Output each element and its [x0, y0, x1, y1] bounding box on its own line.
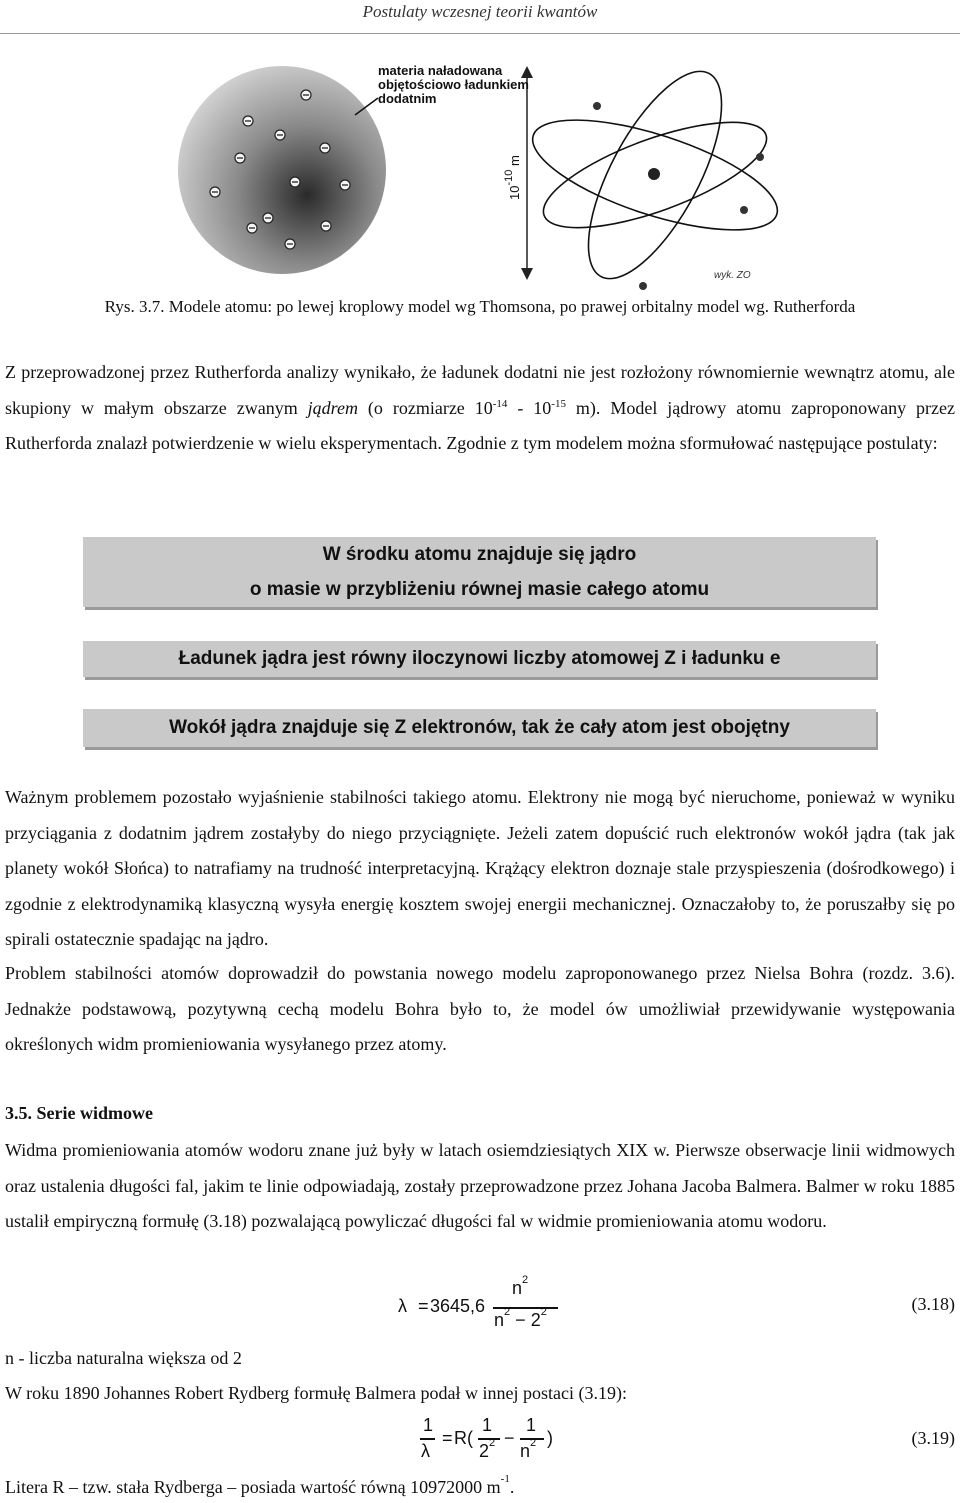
equation-3-19: 1 λ = R( 1 $2^2$ − 1 $n^2$ )	[421, 1415, 553, 1461]
scale-label: $10^{-10}$ m	[503, 155, 522, 200]
term-jadro: jądrem	[307, 397, 358, 418]
atom-models-figure	[0, 40, 960, 290]
nucleus	[648, 168, 660, 180]
equation-number-3-19: (3.19)	[911, 1428, 955, 1448]
thomson-sphere	[178, 66, 386, 274]
charged-matter-label: materia naładowana objętościowo ładunkiem dodatnim	[378, 63, 529, 106]
postulate-2: Ładunek jądra jest równy iloczynowi liczby atomowej Z i ładunku e	[83, 641, 876, 677]
figure-author: wyk. ZO	[714, 270, 751, 281]
n-definition: n - liczba naturalna większa od 2	[5, 1348, 242, 1368]
section-heading: 3.5. Serie widmowe	[5, 1103, 153, 1123]
equation-number-3-18: (3.18)	[911, 1294, 955, 1314]
paragraph-bohr: Problem stabilności atomów doprowadził do powstania nowego modelu zaproponowanego przez Nielsa Bohra (rozdz. 3.6). Jednakże podstawową, pozytywną cechą modelu Bohra było to, że model ów umożliwiał przewidywanie występowania określonych widm promieniowania wysyłanego przez atomy.	[5, 963, 955, 1054]
figure-caption: Rys. 3.7. Modele atomu: po lewej kroplowy model wg Thomsona, po prawej orbitalny model wg. Rutherforda	[104, 297, 856, 316]
running-header: Postulaty wczesnej teorii kwantów	[362, 2, 598, 21]
postulate-3: Wokół jądra znajduje się Z elektronów, tak że cały atom jest obojętny	[83, 709, 876, 747]
paragraph-stability: Ważnym problemem pozostało wyjaśnienie stabilności takiego atomu. Elektrony nie mogą być nieruchome, ponieważ w wyniku przyciągania z dodatnim jądrem zostałyby do niego przyciągnięte. Jeżeli zatem dopuścić ruch elektronów wokół jądra (tak jak planety wokół Słońca) to natrafiamy na trudność interpretacyjną. Krążący elektron doznaje stale przyspieszenia (dośrodkowego) i zgodnie z elektrodynamiką klasyczną wysyła energię kosztem swojej energii mechanicznej. Oznaczałoby to, że poruszałby się po spirali ostatecznie spadając na jądro.	[5, 787, 955, 949]
fraction-bar	[493, 1307, 558, 1309]
paragraph-rutherford: Z przeprowadzonej przez Rutherforda analizy wynikało, że ładunek dodatni nie jest rozłożony równomiernie wewnątrz atomu, ale skupiony w małym obszarze zwanym jądrem (o rozmiarze $10^{-14} - 10^{-15}$ m). Model jądrowy atomu zaproponowany przez Rutherforda znalazł potwierdzenie w wielu eksperymentach. Zgodnie z tym modelem można sformułować następujące postulaty:	[5, 362, 955, 453]
rydberg-intro: W roku 1890 Johannes Robert Rydberg formułę Balmera podał w innej postaci (3.19):	[5, 1383, 627, 1403]
equation-3-18: λ = 3645,6 $n^2$ $n^2 - 2^2$	[398, 1280, 598, 1340]
postulate-1: W środku atomu znajduje się jądro o masie w przybliżeniu równej masie całego atomu	[83, 537, 876, 607]
paragraph-balmer: Widma promieniowania atomów wodoru znane już były w latach osiemdziesiątych XIX w. Pierwsze obserwacje linii widmowych oraz ustalenia długości fal, jakim te linie odpowiadają, zostały przeprowadzone przez Johana Jacoba Balmera. Balmer w roku 1885 ustalił empiryczną formułę (3.18) pozwalającą powyliczać długości fal w widmie promieniowania atomu wodoru.	[5, 1140, 955, 1231]
header-rule	[0, 33, 960, 34]
rydberg-constant-line: Litera R – tzw. stała Rydberga – posiada wartość równą 10972000 $m^{-1}$.	[5, 1473, 515, 1497]
